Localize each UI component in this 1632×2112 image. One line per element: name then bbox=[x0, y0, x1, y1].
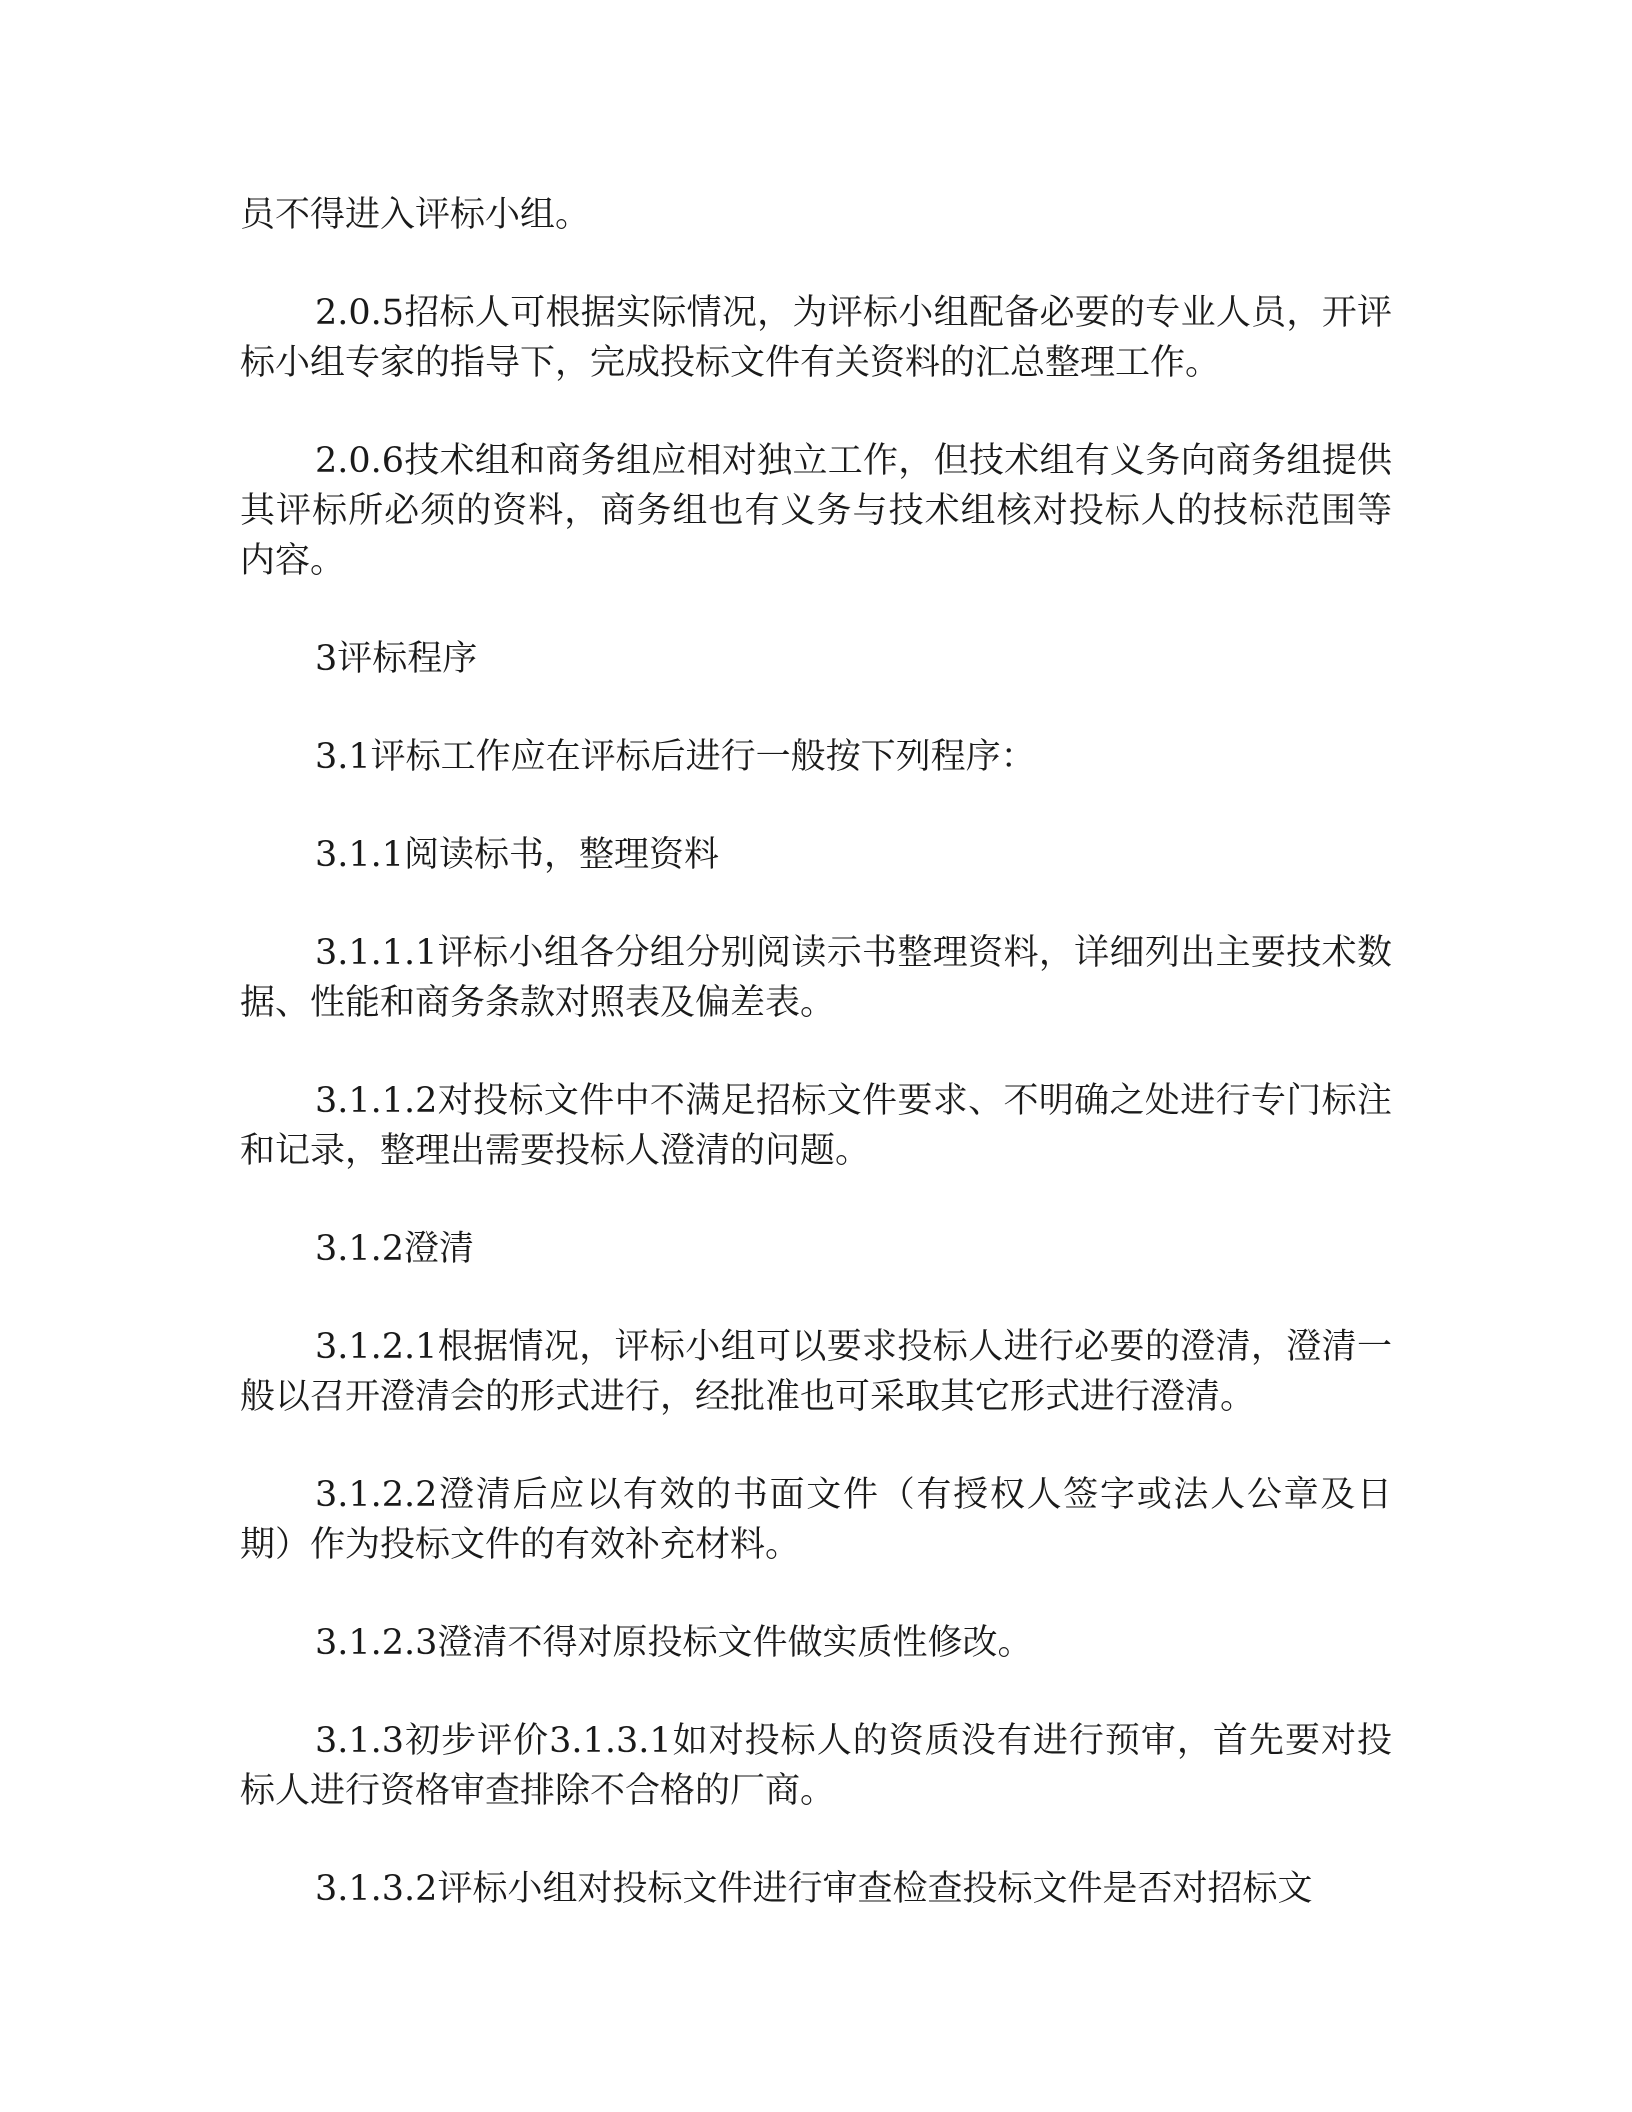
subsection-heading: 3.1.2澄清 bbox=[315, 1229, 475, 1269]
paragraph: 3.1评标工作应在评标后进行一般按下列程序： bbox=[315, 737, 1036, 777]
paragraph: 3.1.1.1评标小组各分组分别阅读示书整理资料，详细列出主要技术数据、性能和商务条款对照表及偏差表。 bbox=[240, 933, 1392, 1023]
paragraph: 3.1.2.2澄清后应以有效的书面文件（有授权人签字或法人公章及日期）作为投标文件的有效补充材料。 bbox=[240, 1475, 1392, 1565]
paragraph: 3.1.1.2对投标文件中不满足招标文件要求、不明确之处进行专门标注和记录，整理出需要投标人澄清的问题。 bbox=[240, 1081, 1392, 1171]
document-body bbox=[240, 190, 1392, 1962]
paragraph: 2.0.5招标人可根据实际情况，为评标小组配备必要的专业人员，开评标小组专家的指导下，完成投标文件有关资料的汇总整理工作。 bbox=[240, 293, 1392, 383]
paragraph: 3.1.3.2评标小组对投标文件进行审查检查投标文件是否对招标文 bbox=[315, 1869, 1313, 1909]
paragraph: 3.1.3初步评价3.1.3.1如对投标人的资质没有进行预审，首先要对投标人进行资格审查排除不合格的厂商。 bbox=[240, 1721, 1392, 1811]
paragraph: 3.1.2.3澄清不得对原投标文件做实质性修改。 bbox=[315, 1623, 1033, 1663]
paragraph: 3.1.2.1根据情况，评标小组可以要求投标人进行必要的澄清，澄清一般以召开澄清会的形式进行，经批准也可采取其它形式进行澄清。 bbox=[240, 1327, 1392, 1417]
paragraph: 员不得进入评标小组。 bbox=[240, 195, 591, 235]
section-heading: 3评标程序 bbox=[315, 639, 478, 679]
paragraph: 2.0.6技术组和商务组应相对独立工作，但技术组有义务向商务组提供其评标所必须的资料，商务组也有义务与技术组核对投标人的技标范围等内容。 bbox=[240, 441, 1392, 581]
subsection-heading: 3.1.1阅读标书，整理资料 bbox=[315, 835, 720, 875]
